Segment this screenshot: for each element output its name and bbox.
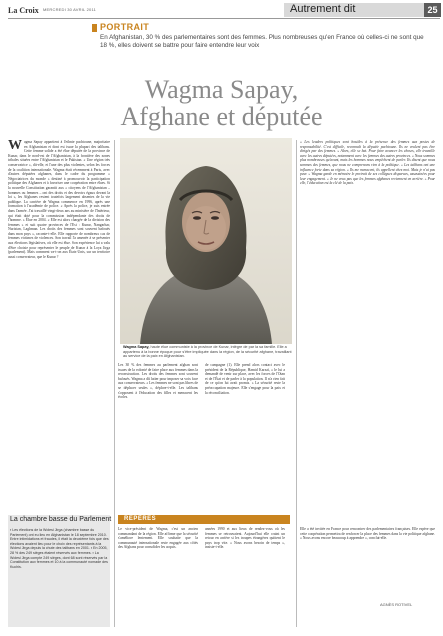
- drop-cap: W: [8, 140, 22, 153]
- article-column-7: Elle a été invitée en France pour rencontrer des parlementaires françaises. Elle espère que cette coopération permettra de renforcer la place des femmes dans la vie politique afghane. « Nous avons encore beaucoup à apprendre », conclut-elle.: [300, 527, 435, 541]
- portrait-photo: [120, 138, 292, 344]
- headline: [0, 76, 443, 130]
- caption-text: haute élue communiste à la province de Kunar, intègre de par la sa famille. Elle a appartenu à la bonne époque pour s'être impliquée dans la région, de la sécurité afghane, travaillant au service de la paix en Afghanistan.: [123, 345, 292, 359]
- article-column-1: [8, 140, 110, 500]
- column-1-text: agma Sapay appartient à l'ethnie pachtoune, majoritaire en Afghanistan et dont est issue la plupart des talibans. Cette femme solide a été élue députée de la province de Kunar, dans le nord-est de l'Afghanistan, à la frontière des zones tribales situées entre l'Afghanistan et le Pakistan. « Une région très conservatrice », dit-elle, et l'une des plus violentes, selon les forces de la coalition internationale. Wagma était récemment à Paris, avec d'autres députées afghanes, dans le cadre du programme « Négociatrices du monde » destiné à promouvoir la participation politique des Afghanes et à favoriser une coopération entre élues. Si la nouvelle Constitution garantit aux « citoyens de l'Afghanistan – hommes ou femmes – ont des droits et des devoirs égaux devant la loi », les Afghanes restent toutefois largement absentes de la vie publique. La carrière de Wagma commence en 1996, après une formation à l'académie de police. « Après la police, je suis entrée dans l'armée. J'ai travaillé vingt-deux ans au ministère de l'Intérieur, qui était doté pour la commission indépendante des droits de l'homme. » Élue en 2004. « Elle est alors chargée de la division des femmes » et suit quatre provinces de l'Est : Kunar, Nangarhar, Nuristan, Laghman. Les droits des femmes sont souvent bafoués dans mon pays », raconte-t-elle. Elle rapporte de nombreux cas de femmes victimes de violences. Son travail l'a amenée à se présenter aux élections législatives, où elle est élue. Son expérience lui a valu d'être choisie pour représenter le peuple de Kunar à la Loya Jirga (parlement). Mais comment va-t-on aux États-Unis, sur un territoire aussi conservateur, que le Kunar ?: [8, 140, 110, 259]
- article-column-2: Les 30 % des femmes au parlement afghan sont issues de la volonté de faire place aux femmes dans la reconstruction. Les droits des femmes sont souvent bafoués. Wagma a dû lutter pour imposer sa voix face aux conservateurs. « Les femmes ne sont pas libres de se déplacer seules », déplore-t-elle. Les talibans s'opposent à l'éducation des filles et menacent les écoles.: [118, 363, 198, 400]
- caption-name: Wagma Sapay,: [123, 345, 150, 349]
- standfirst: En Afghanistan, 30 % des parlementaires sont des femmes. Plus nombreuses qu'en France où celles-ci ne sont que 18 %, elles doivent se battre pour faire entendre leur voix: [100, 34, 424, 49]
- reperes-label: REPÈRES: [124, 516, 157, 522]
- article-column-4: « Les leaders politiques sont hostiles à la présence des femmes aux postes de responsabilité. C'est difficile, reconnaît la députée pachtoune. Ils ne veulent pas être dirigés par des femmes. » Alors, elle se bat. Pour faire avancer les choses, elle travaille avec les autres députées, notamment avec les femmes des autres provinces. « Nous sommes plus nombreuses qu'avant, mais les hommes nous empêchent de parler. Ils disent que nous sommes des femmes, que nous ne comprenons rien à la politique. » Les talibans ont une influence forte dans sa région. « Ils me menacent, ils appellent chez moi. Mais je n'ai pas peur. » Wagma garde en mémoire le portrait de ses collègues disparues, assassinées pour leur engagement. « Je ne veux pas que les femmes afghanes reviennent en arrière. » Pour elle, l'éducation est la clé de la paix.: [300, 140, 435, 186]
- kicker-marker: [92, 24, 97, 32]
- article-column-3: de campagne (1). Elle prend alors contact avec le président de la République, Hamid Karzaï, « le lui a demandé de venir sur place, avec les forces de l'Otan et de l'État et de parler à la population. Il n'a rien fait de ce qu'on lui avait promis. » La sécurité reste la préoccupation majeure. Elle s'engage pour la paix et la réconciliation.: [205, 363, 285, 395]
- publication-name: La Croix: [8, 6, 39, 15]
- page-number: 25: [424, 3, 441, 17]
- section-title: Autrement dit: [290, 3, 356, 15]
- byline: AGNÈS ROTIVEL: [380, 602, 413, 607]
- column-divider: [114, 140, 115, 627]
- article-column-6: années 1990 et aux lieux de rendez-vous où les femmes se retrouvaient. Aujourd'hui elle craint un retour en arrière si les troupes étrangères quittent le pays trop vite. « Nous avons besoin de temps », insiste-t-elle.: [205, 527, 285, 550]
- header-rule: [8, 18, 440, 19]
- column-divider: [296, 140, 297, 627]
- kicker: PORTRAIT: [100, 22, 150, 32]
- sidebar-text: ▪ Les élections de la Wolesi Jirga (chambre basse du Parlement) ont eu lieu en Afghanistan le 18 septembre 2010. Entre intimidations et fraudes, il était la deuxième fois que des élections avaient lieu pour le choix des représentants à la Wolesi Jirga depuis la chute des talibans en 2001. ▪ En 2005, 28 % des 249 sièges étaient réservés aux femmes. ▪ La Wolesi Jirga compte 249 sièges, dont 68 sont réservés par la Constitution aux femmes et 10 à la communauté nomade des Kuchis.: [10, 528, 109, 569]
- issue-date: MERCREDI 30 AVRIL 2011: [43, 7, 97, 12]
- article-column-5: Le vice-président de Wagma, c'est un ancien commandant de la région. Elle affirme que la sécurité s'améliore lentement. Elle souhaite que la communauté internationale reste engagée aux côtés des Afghans pour consolider les acquis.: [118, 527, 198, 550]
- headline-line-2: Afghane et députée: [120, 102, 323, 131]
- headline-line-1: Wagma Sapay,: [144, 75, 299, 104]
- photo-caption: [123, 345, 293, 359]
- sidebar-title: La chambre basse du Parlement: [10, 516, 112, 523]
